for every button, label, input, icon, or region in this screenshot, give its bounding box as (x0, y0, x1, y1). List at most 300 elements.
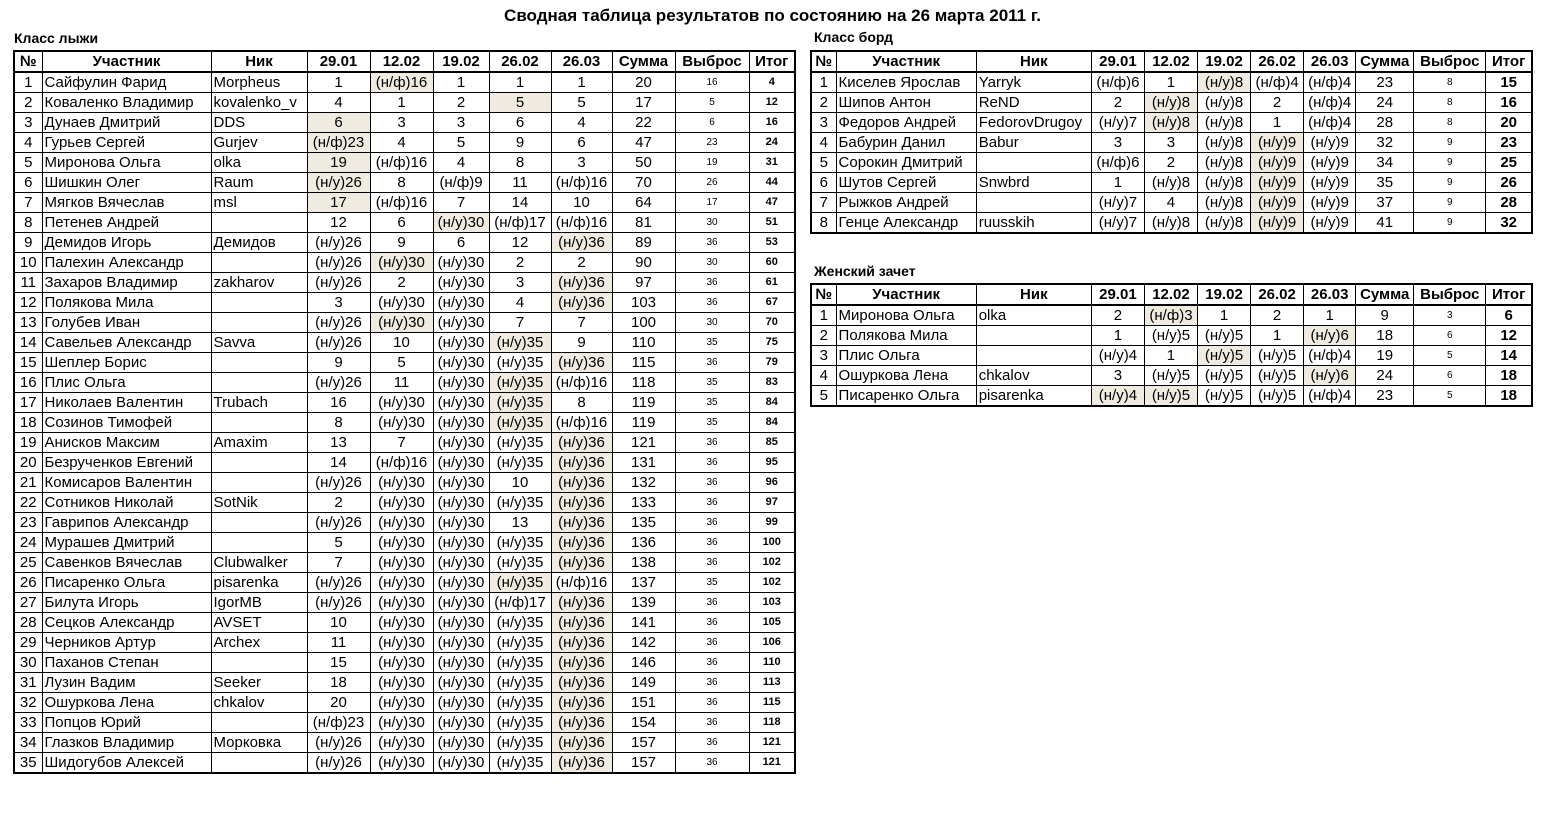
stage5-header: 26.03 (1304, 284, 1356, 305)
participant-nick: Seeker (211, 673, 307, 693)
table-row (14, 693, 795, 713)
participant-name: Палехин Александр (42, 253, 211, 273)
stage-score: (н/у)4 (1091, 386, 1144, 407)
stage-score: (н/у)26 (307, 373, 370, 393)
stage-score: 1 (370, 93, 433, 113)
sum-cell: 119 (612, 393, 675, 413)
stage-score: (н/у)35 (489, 533, 551, 553)
drop-cell: 36 (675, 673, 749, 693)
ski-class-title: Класс лыжи (14, 30, 99, 46)
row-number: 29 (14, 633, 42, 653)
total-cell: 16 (1486, 93, 1532, 113)
participant-name: Сорокин Дмитрий (836, 153, 976, 173)
row-number: 18 (14, 413, 42, 433)
participant-name: Комисаров Валентин (42, 473, 211, 493)
stage-score: (н/у)36 (551, 553, 612, 573)
stage2-header: 12.02 (1144, 284, 1197, 305)
stage-score: (н/у)36 (551, 753, 612, 774)
participant-name: Анисков Максим (42, 433, 211, 453)
stage-score: (н/у)9 (1251, 213, 1304, 234)
stage3-header: 19.02 (433, 51, 489, 72)
stage-score: 10 (551, 193, 612, 213)
stage-score: (н/у)36 (551, 453, 612, 473)
stage-score: (н/у)26 (307, 273, 370, 293)
stage-score: (н/у)30 (433, 293, 489, 313)
participant-nick: Archex (211, 633, 307, 653)
stage-score: 8 (307, 413, 370, 433)
stage-score: 8 (370, 173, 433, 193)
stage-score: 11 (370, 373, 433, 393)
stage-score: (н/у)30 (433, 393, 489, 413)
sum-cell: 20 (612, 72, 675, 93)
stage-score: 16 (307, 393, 370, 413)
row-number: 6 (14, 173, 42, 193)
stage-score: (н/у)30 (370, 673, 433, 693)
sum-cell: 81 (612, 213, 675, 233)
participant-name: Шутов Сергей (836, 173, 976, 193)
total-cell: 95 (749, 453, 795, 473)
participant-nick: Amaxim (211, 433, 307, 453)
stage-score: (н/у)35 (489, 353, 551, 373)
total-cell: 67 (749, 293, 795, 313)
stage-score: 4 (433, 153, 489, 173)
drop-cell: 8 (1414, 93, 1486, 113)
table-row (14, 72, 795, 93)
stage-score: (н/у)36 (551, 653, 612, 673)
stage-score: (н/у)30 (370, 513, 433, 533)
sum-cell: 115 (612, 353, 675, 373)
participant-nick: ruusskih (976, 213, 1091, 234)
stage-score: (н/у)30 (370, 593, 433, 613)
board-results-table (810, 50, 1533, 234)
participant-nick: chkalov (976, 366, 1091, 386)
stage-score: 1 (489, 72, 551, 93)
stage-score: (н/у)35 (489, 673, 551, 693)
nick-header: Ник (976, 51, 1091, 72)
row-number: 15 (14, 353, 42, 373)
participant-name: Киселев Ярослав (836, 72, 976, 93)
participant-name: Николаев Валентин (42, 393, 211, 413)
stage-score: (н/у)5 (1251, 386, 1304, 407)
drop-cell: 36 (675, 273, 749, 293)
table-row (811, 113, 1532, 133)
participant-name: Писаренко Ольга (836, 386, 976, 407)
name-header: Участник (836, 51, 976, 72)
stage-score: 2 (1144, 153, 1197, 173)
drop-cell: 36 (675, 653, 749, 673)
row-number: 25 (14, 553, 42, 573)
row-number: 31 (14, 673, 42, 693)
drop-cell: 36 (675, 233, 749, 253)
stage-score: (н/у)30 (370, 253, 433, 273)
row-number: 9 (14, 233, 42, 253)
participant-name: Ошуркова Лена (42, 693, 211, 713)
row-number: 21 (14, 473, 42, 493)
stage-score: 10 (370, 333, 433, 353)
table-row (14, 553, 795, 573)
drop-header: Выброс (1414, 284, 1486, 305)
table-row (811, 305, 1532, 326)
total-cell: 28 (1486, 193, 1532, 213)
stage-score: 2 (1251, 305, 1304, 326)
total-cell: 83 (749, 373, 795, 393)
drop-cell: 9 (1414, 193, 1486, 213)
drop-cell: 8 (1414, 113, 1486, 133)
stage-score: (н/у)30 (433, 253, 489, 273)
participant-nick: IgorMB (211, 593, 307, 613)
row-number: 5 (811, 153, 836, 173)
drop-cell: 35 (675, 373, 749, 393)
sum-cell: 50 (612, 153, 675, 173)
stage-score: 10 (307, 613, 370, 633)
sum-cell: 70 (612, 173, 675, 193)
table-row (14, 153, 795, 173)
table-row (14, 313, 795, 333)
sum-cell: 18 (1356, 326, 1414, 346)
stage-score: (н/у)30 (370, 613, 433, 633)
total-cell: 20 (1486, 113, 1532, 133)
participant-name: Коваленко Владимир (42, 93, 211, 113)
stage-score: (н/ф)23 (307, 133, 370, 153)
table-row (14, 393, 795, 413)
participant-name: Созинов Тимофей (42, 413, 211, 433)
total-cell: 60 (749, 253, 795, 273)
drop-cell: 19 (675, 153, 749, 173)
participant-nick (976, 153, 1091, 173)
sum-header: Сумма (1356, 51, 1414, 72)
participant-nick: Clubwalker (211, 553, 307, 573)
row-number: 34 (14, 733, 42, 753)
table-row (14, 653, 795, 673)
table-row (14, 573, 795, 593)
drop-cell: 30 (675, 313, 749, 333)
stage-score: (н/у)36 (551, 693, 612, 713)
participant-name: Черников Артур (42, 633, 211, 653)
participant-name: Сотников Николай (42, 493, 211, 513)
sum-cell: 97 (612, 273, 675, 293)
stage-score: (н/ф)4 (1304, 72, 1356, 93)
stage-score: (н/ф)16 (551, 213, 612, 233)
sum-cell: 110 (612, 333, 675, 353)
participant-nick (211, 413, 307, 433)
table-row (14, 133, 795, 153)
sum-cell: 23 (1356, 72, 1414, 93)
stage-score: (н/у)5 (1198, 386, 1251, 407)
participant-nick: Gurjev (211, 133, 307, 153)
total-cell: 12 (1486, 326, 1532, 346)
stage-score: (н/у)8 (1144, 213, 1197, 234)
stage-score: 10 (489, 473, 551, 493)
stage-score: (н/у)36 (551, 433, 612, 453)
row-number: 3 (811, 113, 836, 133)
stage-score: (н/у)30 (433, 633, 489, 653)
stage-score: (н/ф)4 (1304, 113, 1356, 133)
stage-score: (н/у)7 (1091, 213, 1144, 234)
stage-score: 9 (489, 133, 551, 153)
sum-cell: 19 (1356, 346, 1414, 366)
table-row (811, 133, 1532, 153)
num-header: № (14, 51, 42, 72)
row-number: 19 (14, 433, 42, 453)
participant-nick (211, 353, 307, 373)
table-row (14, 273, 795, 293)
stage-score: 7 (489, 313, 551, 333)
stage-score: 2 (1091, 305, 1144, 326)
stage-score: (н/у)26 (307, 313, 370, 333)
table-row (811, 213, 1532, 234)
sum-cell: 100 (612, 313, 675, 333)
total-cell: 16 (749, 113, 795, 133)
stage-score: 1 (1091, 326, 1144, 346)
stage-score: 11 (489, 173, 551, 193)
stage-score: 6 (307, 113, 370, 133)
stage5-header: 26.03 (1304, 51, 1356, 72)
total-cell: 121 (749, 753, 795, 774)
header-row (811, 284, 1532, 305)
drop-cell: 30 (675, 253, 749, 273)
stage-score: (н/ф)4 (1304, 346, 1356, 366)
table-row (14, 633, 795, 653)
row-number: 33 (14, 713, 42, 733)
participant-name: Сецков Александр (42, 613, 211, 633)
participant-nick: Snwbrd (976, 173, 1091, 193)
stage-score: (н/у)30 (433, 673, 489, 693)
table-row (811, 72, 1532, 93)
sum-cell: 24 (1356, 93, 1414, 113)
table-row (14, 673, 795, 693)
stage-score: (н/у)30 (433, 593, 489, 613)
drop-cell: 23 (675, 133, 749, 153)
participant-name: Полякова Мила (42, 293, 211, 313)
participant-nick: chkalov (211, 693, 307, 713)
stage-score: (н/у)5 (1251, 346, 1304, 366)
drop-cell: 36 (675, 353, 749, 373)
stage-score: (н/у)8 (1198, 113, 1251, 133)
header-row (811, 51, 1532, 72)
participant-name: Генце Александр (836, 213, 976, 234)
sum-cell: 149 (612, 673, 675, 693)
drop-cell: 36 (675, 613, 749, 633)
participant-nick (211, 713, 307, 733)
stage-score: 5 (433, 133, 489, 153)
table-row (14, 753, 795, 774)
stage-score: (н/ф)17 (489, 213, 551, 233)
stage-score: (н/у)36 (551, 593, 612, 613)
stage-score: 3 (1091, 133, 1144, 153)
stage1-header: 29.01 (307, 51, 370, 72)
stage-score: (н/у)9 (1304, 213, 1356, 234)
drop-cell: 17 (675, 193, 749, 213)
stage-score: (н/у)35 (489, 733, 551, 753)
participant-nick: Savva (211, 333, 307, 353)
sum-cell: 34 (1356, 153, 1414, 173)
sum-cell: 151 (612, 693, 675, 713)
stage-score: 15 (307, 653, 370, 673)
row-number: 13 (14, 313, 42, 333)
stage-score: (н/у)8 (1198, 93, 1251, 113)
sum-cell: 135 (612, 513, 675, 533)
total-cell: 118 (749, 713, 795, 733)
total-cell: 85 (749, 433, 795, 453)
stage-score: 4 (551, 113, 612, 133)
stage-score: (н/у)5 (1144, 386, 1197, 407)
drop-cell: 16 (675, 72, 749, 93)
participant-name: Голубев Иван (42, 313, 211, 333)
table-body (811, 305, 1532, 406)
stage-score: 1 (307, 72, 370, 93)
participant-name: Гаврипов Александр (42, 513, 211, 533)
stage-score: 1 (433, 72, 489, 93)
table-row (811, 346, 1532, 366)
row-number: 30 (14, 653, 42, 673)
stage-score: (н/у)30 (433, 333, 489, 353)
drop-cell: 35 (675, 333, 749, 353)
participant-name: Шидогубов Алексей (42, 753, 211, 774)
stage-score: 4 (1144, 193, 1197, 213)
participant-nick: kovalenko_v (211, 93, 307, 113)
stage-score: (н/у)35 (489, 333, 551, 353)
participant-nick: olka (976, 305, 1091, 326)
stage-score: (н/у)30 (370, 533, 433, 553)
header-row (14, 51, 795, 72)
row-number: 1 (811, 305, 836, 326)
page-title: Сводная таблица результатов по состоянию на 26 марта 2011 г. (504, 6, 1041, 25)
participant-nick: Morpheus (211, 72, 307, 93)
drop-cell: 9 (1414, 213, 1486, 234)
total-cell: 113 (749, 673, 795, 693)
stage-score: (н/у)30 (370, 393, 433, 413)
participant-nick: Морковка (211, 733, 307, 753)
sum-cell: 157 (612, 733, 675, 753)
stage-score: 6 (551, 133, 612, 153)
participant-name: Бабурин Данил (836, 133, 976, 153)
stage-score: (н/у)30 (433, 513, 489, 533)
row-number: 6 (811, 173, 836, 193)
stage-score: 3 (1144, 133, 1197, 153)
stage-score: 4 (489, 293, 551, 313)
stage-score: (н/у)35 (489, 753, 551, 774)
stage-score: (н/у)30 (370, 713, 433, 733)
sum-cell: 138 (612, 553, 675, 573)
sum-cell: 133 (612, 493, 675, 513)
participant-nick (211, 473, 307, 493)
stage4-header: 26.02 (1251, 51, 1304, 72)
num-header: № (811, 284, 836, 305)
stage-score: (н/у)30 (370, 633, 433, 653)
table-row (14, 473, 795, 493)
stage-score: (н/у)8 (1198, 133, 1251, 153)
participant-nick: DDS (211, 113, 307, 133)
participant-name: Рыжков Андрей (836, 193, 976, 213)
total-cell: 115 (749, 693, 795, 713)
row-number: 10 (14, 253, 42, 273)
table-row (14, 193, 795, 213)
nick-header: Ник (211, 51, 307, 72)
stage-score: 7 (307, 553, 370, 573)
stage-score: (н/у)6 (1304, 326, 1356, 346)
stage-score: (н/у)30 (433, 693, 489, 713)
row-number: 2 (811, 93, 836, 113)
stage-score: (н/у)36 (551, 533, 612, 553)
total-cell: 121 (749, 733, 795, 753)
total-cell: 31 (749, 153, 795, 173)
sum-cell: 119 (612, 413, 675, 433)
stage-score: 2 (307, 493, 370, 513)
stage-score: (н/у)9 (1304, 173, 1356, 193)
row-number: 7 (14, 193, 42, 213)
stage5-header: 26.03 (551, 51, 612, 72)
stage-score: (н/у)30 (370, 493, 433, 513)
participant-name: Федоров Андрей (836, 113, 976, 133)
row-number: 1 (811, 72, 836, 93)
table-row (14, 413, 795, 433)
sum-cell: 23 (1356, 386, 1414, 407)
drop-cell: 9 (1414, 173, 1486, 193)
participant-nick (211, 653, 307, 673)
drop-cell: 6 (1414, 366, 1486, 386)
sum-cell: 137 (612, 573, 675, 593)
stage-score: (н/у)30 (433, 433, 489, 453)
sum-header: Сумма (612, 51, 675, 72)
stage-score: (н/ф)16 (370, 453, 433, 473)
stage-score: 2 (551, 253, 612, 273)
row-number: 5 (811, 386, 836, 407)
stage-score: (н/ф)16 (370, 153, 433, 173)
stage-score: (н/ф)3 (1144, 305, 1197, 326)
stage-score: (н/ф)16 (551, 413, 612, 433)
stage-score: (н/ф)16 (370, 72, 433, 93)
table-row (14, 433, 795, 453)
table-row (14, 493, 795, 513)
participant-name: Мурашев Дмитрий (42, 533, 211, 553)
drop-cell: 6 (675, 113, 749, 133)
total-cell: 105 (749, 613, 795, 633)
row-number: 24 (14, 533, 42, 553)
stage-score: (н/у)36 (551, 613, 612, 633)
sum-cell: 132 (612, 473, 675, 493)
stage-score: (н/у)30 (370, 653, 433, 673)
stage-score: (н/у)30 (370, 693, 433, 713)
stage-score: (н/у)26 (307, 513, 370, 533)
sum-cell: 47 (612, 133, 675, 153)
total-cell: 18 (1486, 386, 1532, 407)
stage-score: (н/у)8 (1198, 72, 1251, 93)
drop-cell: 36 (675, 493, 749, 513)
total-cell: 96 (749, 473, 795, 493)
name-header: Участник (42, 51, 211, 72)
stage-score: (н/у)36 (551, 353, 612, 373)
stage-score: (н/у)35 (489, 493, 551, 513)
stage-score: (н/у)8 (1144, 93, 1197, 113)
stage-score: (н/у)35 (489, 553, 551, 573)
participant-nick: pisarenka (976, 386, 1091, 407)
table-row (14, 453, 795, 473)
ski-results-table (13, 50, 796, 774)
participant-name: Писаренко Ольга (42, 573, 211, 593)
participant-nick (211, 753, 307, 774)
stage-score: 3 (433, 113, 489, 133)
total-cell: 97 (749, 493, 795, 513)
row-number: 4 (811, 133, 836, 153)
stage-score: (н/у)6 (1304, 366, 1356, 386)
participant-name: Савенков Вячеслав (42, 553, 211, 573)
row-number: 4 (14, 133, 42, 153)
stage-score: 18 (307, 673, 370, 693)
sum-cell: 22 (612, 113, 675, 133)
stage-score: (н/у)30 (433, 493, 489, 513)
drop-cell: 6 (1414, 326, 1486, 346)
stage-score: (н/у)36 (551, 733, 612, 753)
